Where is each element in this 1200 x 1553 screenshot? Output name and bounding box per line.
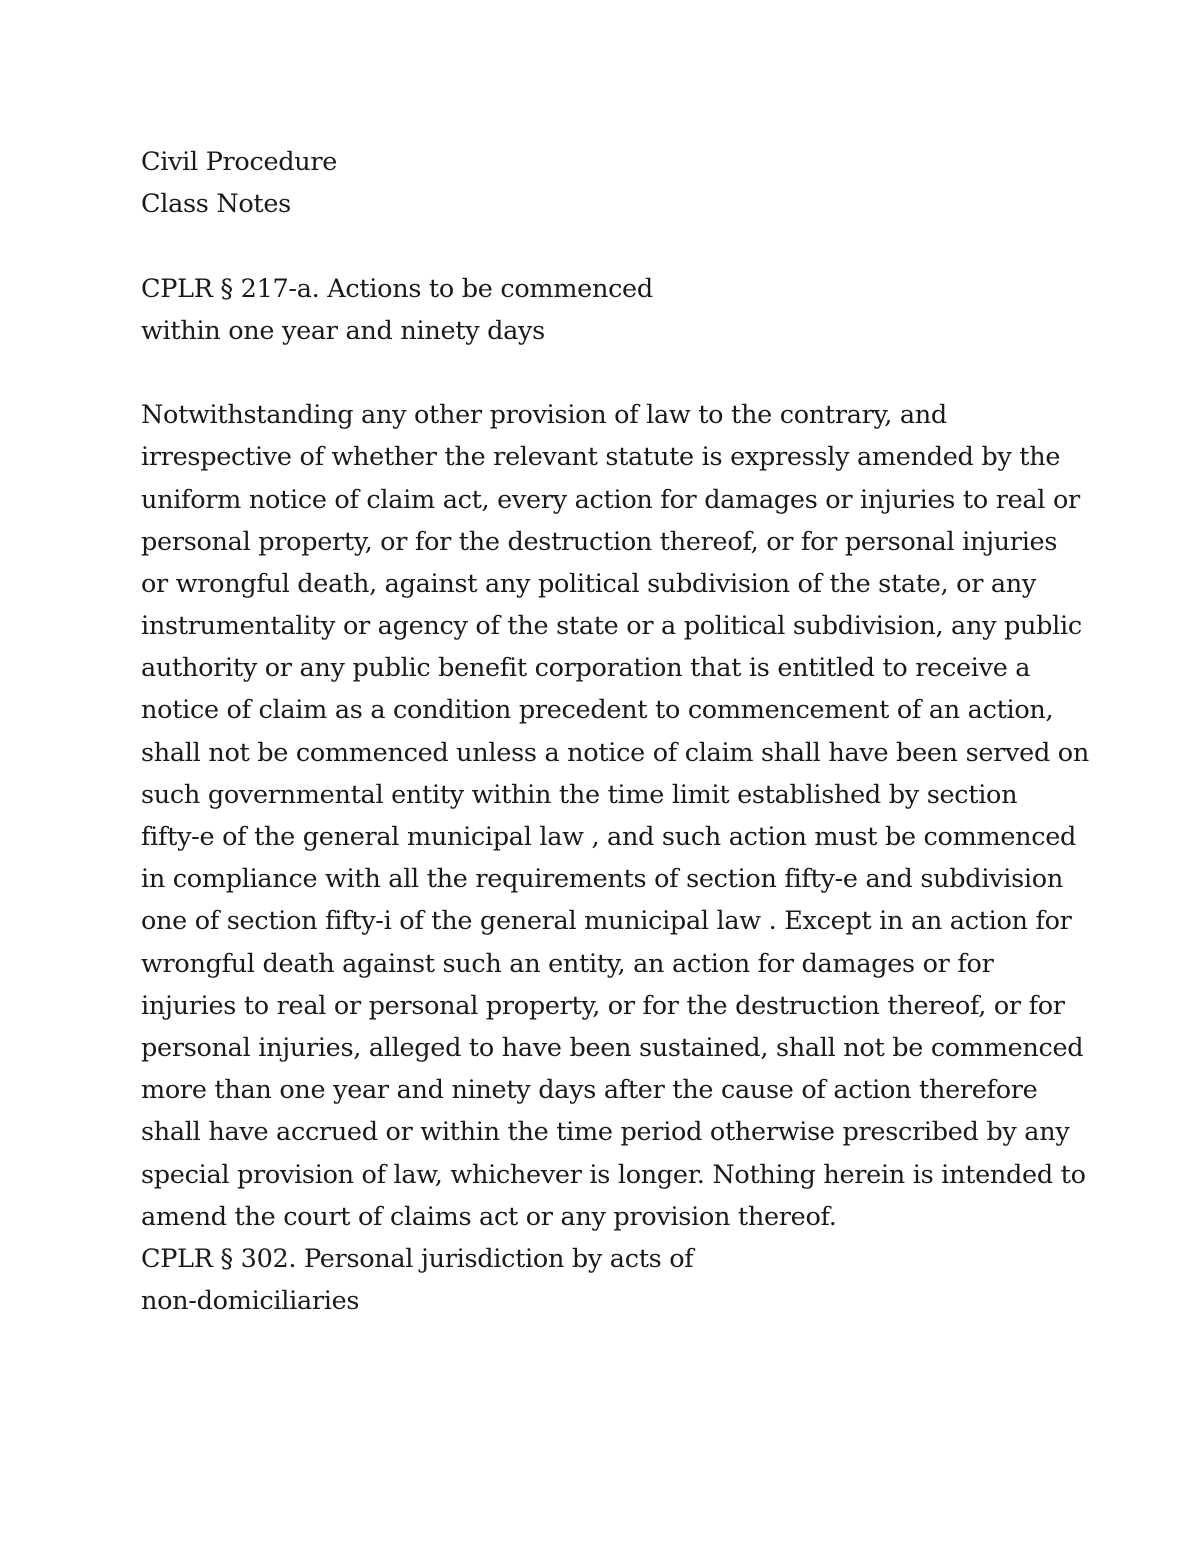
section-heading-217a: CPLR § 217-a. Actions to be commenced xyxy=(141,273,653,304)
body-line: personal injuries, alleged to have been sustained, shall not be commenced xyxy=(141,1032,1084,1063)
body-line: such governmental entity within the time limit established by section xyxy=(141,779,1018,810)
body-line: shall not be commenced unless a notice of claim shall have been served on xyxy=(141,737,1089,768)
body-line: wrongful death against such an entity, an action for damages or for xyxy=(141,948,994,979)
body-line: irrespective of whether the relevant statute is expressly amended by the xyxy=(141,442,1061,473)
spacer xyxy=(141,225,1071,267)
document-content xyxy=(141,141,1089,1322)
body-line: instrumentality or agency of the state or a political subdivision, any public xyxy=(141,611,1082,642)
section-heading-302: CPLR § 302. Personal jurisdiction by acts of xyxy=(141,1243,694,1274)
body-line: authority or any public benefit corporation that is entitled to receive a xyxy=(141,653,1031,684)
section-heading-302-continued: non-domiciliaries xyxy=(141,1286,360,1317)
body-line: personal property, or for the destruction thereof, or for personal injuries xyxy=(141,526,1058,557)
body-line: in compliance with all the requirements of section fifty-e and subdivision xyxy=(141,864,1063,895)
body-line: Notwithstanding any other provision of law to the contrary, and xyxy=(141,400,947,431)
spacer xyxy=(141,352,1071,394)
body-line: notice of claim as a condition precedent to commencement of an action, xyxy=(141,695,1054,726)
body-line: fifty-e of the general municipal law , and such action must be commenced xyxy=(141,822,1077,852)
body-line: special provision of law, whichever is longer. Nothing herein is intended to xyxy=(141,1159,1086,1190)
section-body-217a xyxy=(141,394,1089,1238)
body-line: more than one year and ninety days after the cause of action therefore xyxy=(141,1075,1038,1106)
body-line: amend the court of claims act or any provision thereof. xyxy=(141,1201,837,1232)
section-heading-217a-continued: within one year and ninety days xyxy=(141,315,545,346)
body-line: uniform notice of claim act, every action for damages or injuries to real or xyxy=(141,484,1080,515)
course-title: Civil Procedure xyxy=(141,147,338,177)
document-subtitle: Class Notes xyxy=(141,189,291,220)
body-line: one of section fifty-i of the general municipal law . Except in an action for xyxy=(141,906,1072,937)
body-line: injuries to real or personal property, or for the destruction thereof, or for xyxy=(141,990,1065,1021)
body-line: or wrongful death, against any political subdivision of the state, or any xyxy=(141,568,1037,599)
body-line: shall have accrued or within the time period otherwise prescribed by any xyxy=(141,1117,1070,1148)
